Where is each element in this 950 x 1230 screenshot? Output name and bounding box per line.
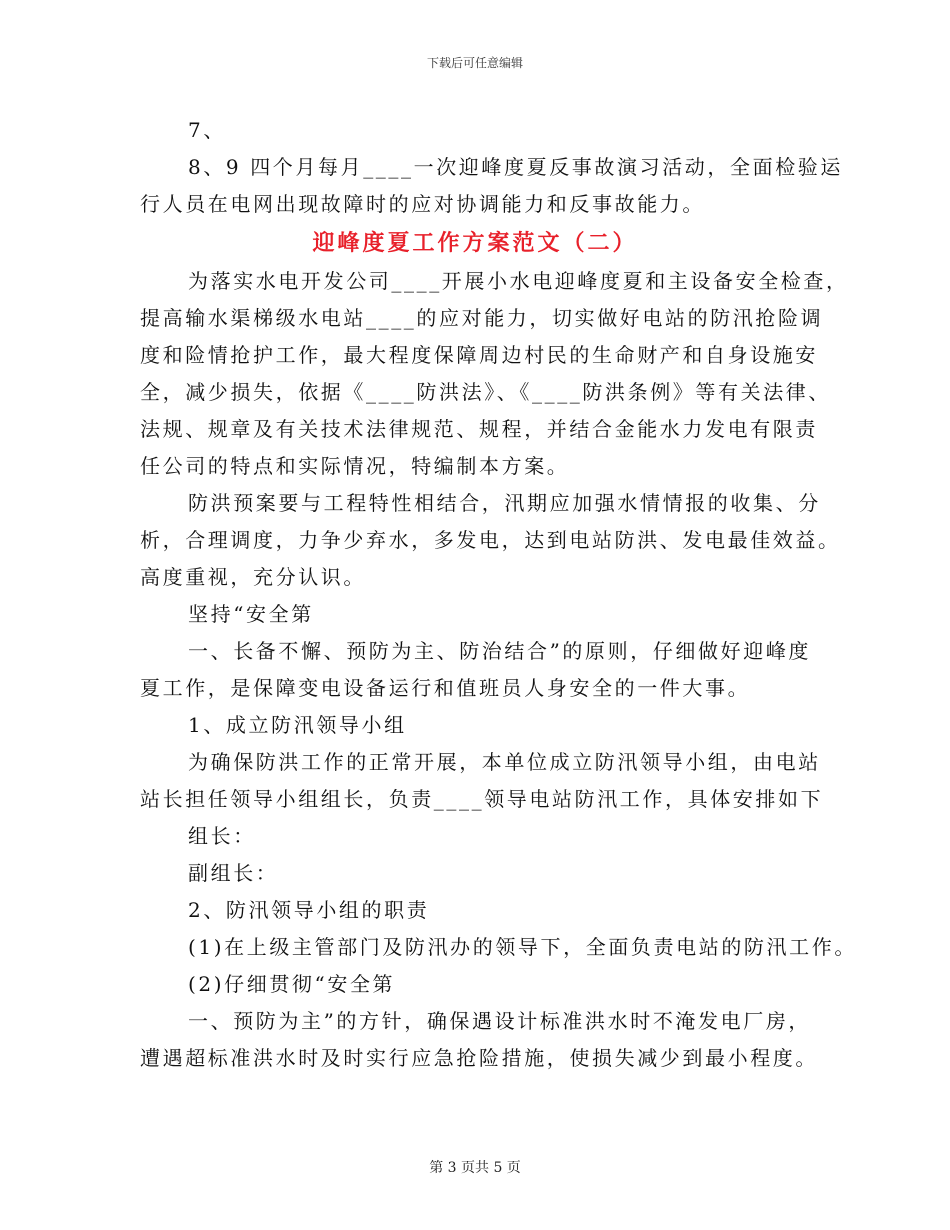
paragraph-line: 行人员在电网出现故障时的应对协调能力和反事故能力。 (140, 192, 705, 216)
paragraph-line: 防洪预案要与工程特性相结合，汛期应加强水情情报的收集、分 (188, 491, 821, 515)
paragraph-line: 7、 (188, 118, 226, 142)
paragraph-line: 析，合理调度，力争少弃水，多发电，达到电站防洪、发电最佳效益。 (140, 528, 841, 552)
paragraph-line: 任公司的特点和实际情况，特编制本方案。 (140, 454, 570, 478)
paragraph-line: 站长担任领导小组组长，负责____领导电站防汛工作，具体安排如下 (140, 787, 824, 811)
paragraph-line: 提高输水渠梯级水电站____的应对能力，切实做好电站的防汛抢险调 (140, 306, 824, 330)
paragraph-line: (1)在上级主管部门及防汛办的领导下，全面负责电站的防汛工作。 (188, 935, 857, 959)
paragraph-line: 高度重视，充分认识。 (140, 565, 366, 589)
paragraph-line: 8、9 四个月每月____一次迎峰度夏反事故演习活动，全面检验运 (188, 155, 844, 179)
document-body (0, 112, 950, 1077)
section-title: 迎峰度夏工作方案范文（二） (312, 230, 638, 256)
paragraph-line: 遭遇超标准洪水时及时实行应急抢险措施，使损失减少到最小程度。 (140, 1046, 818, 1070)
paragraph-line: 副组长： (188, 861, 279, 885)
paragraph-line: 坚持“安全第 (188, 602, 314, 626)
page-footer: 第 3 页共 5 页 (429, 1160, 521, 1176)
page-header: 下载后可任意编辑 (426, 56, 523, 70)
paragraph-line: 法规、规章及有关技术法律规范、规程，并结合金能水力发电有限责 (140, 417, 818, 441)
paragraph-line: 一、预防为主”的方针，确保遇设计标准洪水时不淹发电厂房， (188, 1009, 812, 1033)
paragraph-line: 组长： (188, 824, 256, 848)
paragraph-line: 度和险情抢护工作，最大程度保障周边村民的生命财产和自身设施安 (140, 343, 818, 367)
paragraph-line: (2)仔细贯彻“安全第 (188, 972, 396, 996)
paragraph-line: 为确保防洪工作的正常开展，本单位成立防汛领导小组，由电站 (188, 750, 821, 774)
paragraph-line: 为落实水电开发公司____开展小水电迎峰度夏和主设备安全检查， (188, 269, 849, 293)
paragraph-line: 2、防汛领导小组的职责 (188, 898, 430, 922)
paragraph-line: 1、成立防汛领导小组 (188, 713, 407, 737)
paragraph-line: 夏工作，是保障变电设备运行和值班员人身安全的一件大事。 (140, 676, 751, 700)
paragraph-line: 一、长备不懈、预防为主、防治结合”的原则，仔细做好迎峰度 (188, 639, 812, 663)
paragraph-line: 全，减少损失，依据《____防洪法》、《____防洪条例》等有关法律、 (140, 380, 831, 404)
